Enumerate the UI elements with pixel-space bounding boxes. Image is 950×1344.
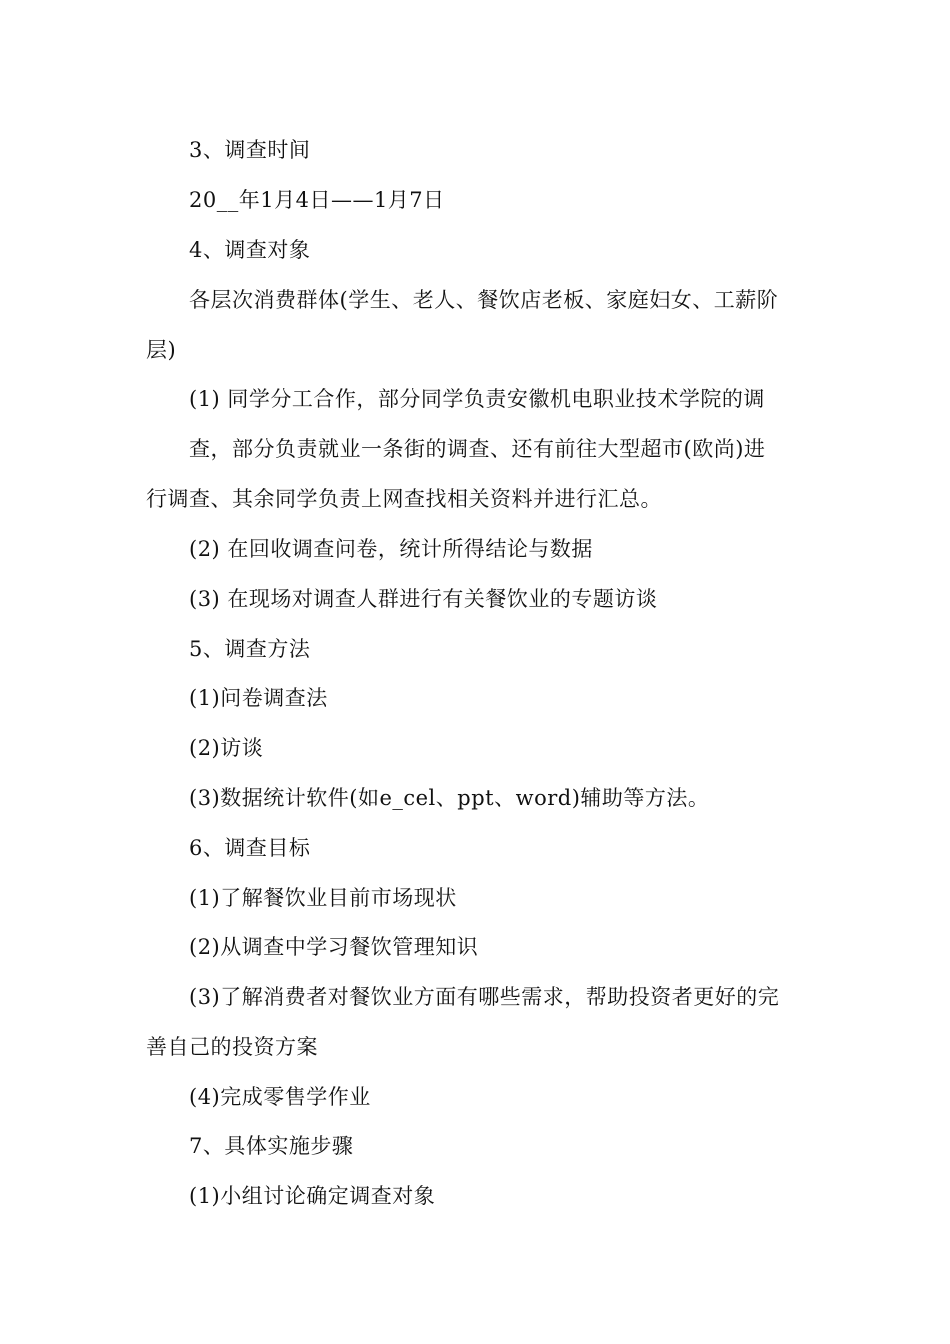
- heading-survey-goals: 6、调查目标: [189, 836, 311, 860]
- survey-date-range: 20__年1月4日——1月7日: [189, 188, 445, 212]
- list-item: (2)从调查中学习餐饮管理知识: [189, 935, 479, 959]
- list-item-continuation: 善自己的投资方案: [146, 1035, 318, 1059]
- paragraph-line: 层): [146, 338, 177, 362]
- list-item: (3)数据统计软件(如e_cel、ppt、word)辅助等方法。: [189, 786, 710, 810]
- paragraph-line: (1) 同学分工合作，部分同学负责安徽机电职业技术学院的调: [189, 387, 765, 411]
- heading-survey-methods: 5、调查方法: [189, 637, 311, 661]
- heading-survey-time: 3、调查时间: [189, 138, 311, 162]
- paragraph-line: 各层次消费群体(学生、老人、餐饮店老板、家庭妇女、工薪阶: [189, 288, 779, 312]
- list-item: (1)小组讨论确定调查对象: [189, 1184, 436, 1208]
- paragraph-line: (3) 在现场对调查人群进行有关餐饮业的专题访谈: [189, 587, 658, 611]
- list-item: (1)问卷调查法: [189, 686, 328, 710]
- paragraph-line: 行调查、其余同学负责上网查找相关资料并进行汇总。: [146, 487, 662, 511]
- paragraph-line: 查，部分负责就业一条街的调查、还有前往大型超市(欧尚)进: [189, 437, 766, 461]
- heading-survey-subjects: 4、调查对象: [189, 238, 311, 262]
- list-item: (2)访谈: [189, 736, 264, 760]
- paragraph-line: (2) 在回收调查问卷，统计所得结论与数据: [189, 537, 593, 561]
- heading-implementation-steps: 7、具体实施步骤: [189, 1134, 354, 1158]
- list-item: (1)了解餐饮业目前市场现状: [189, 886, 457, 910]
- list-item: (3)了解消费者对餐饮业方面有哪些需求，帮助投资者更好的完: [189, 985, 780, 1009]
- list-item: (4)完成零售学作业: [189, 1085, 371, 1109]
